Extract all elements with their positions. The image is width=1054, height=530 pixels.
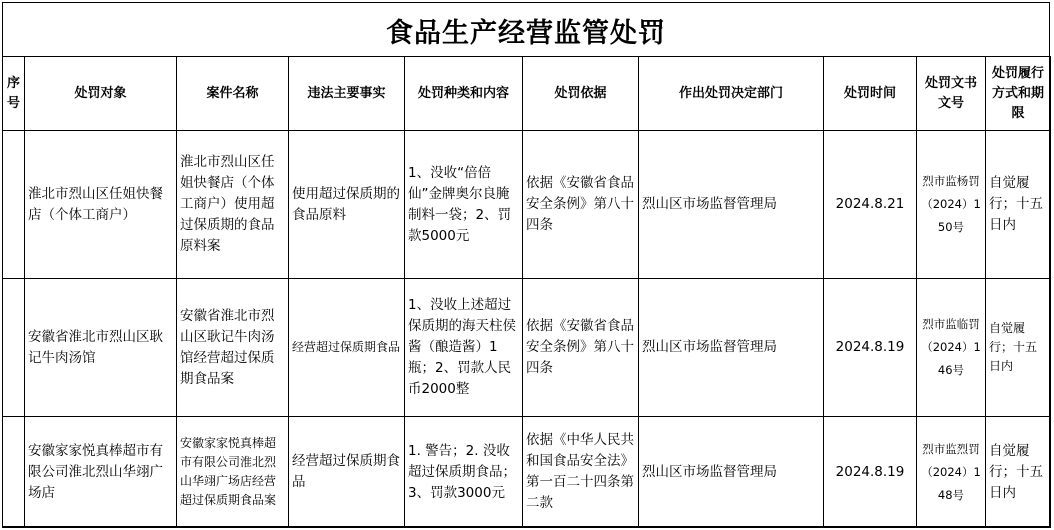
cell-facts: 使用超过保质期的食品原料 — [289, 131, 405, 279]
cell-penalty: 1. 警告；2. 没收超过保质期食品；3、罚款3000元 — [405, 417, 523, 528]
cell-method: 自觉履行；十五日内 — [986, 279, 1051, 417]
cell-case-name: 安徽家家悦真棒超市有限公司淮北烈山华翊广场店经营超过保质期食品案 — [177, 417, 289, 528]
cell-dept: 烈山区市场监督管理局 — [639, 131, 824, 279]
cell-basis: 依据《安徽省食品安全条例》第八十四条 — [523, 279, 639, 417]
table-row — [3, 279, 1051, 417]
header-doc-no: 处罚文书文号 — [917, 57, 986, 131]
cell-case-name: 安徽省淮北市烈山区耿记牛肉汤馆经营超过保质期食品案 — [177, 279, 289, 417]
cell-seq — [3, 417, 25, 528]
header-case-name: 案件名称 — [177, 57, 289, 131]
header-penalty: 处罚种类和内容 — [405, 57, 523, 131]
cell-basis: 依据《中华人民共和国食品安全法》第一百二十四条第二款 — [523, 417, 639, 528]
table-row — [3, 417, 1051, 528]
cell-dept: 烈山区市场监督管理局 — [639, 279, 824, 417]
cell-method: 自觉履行；十五日内 — [986, 417, 1051, 528]
header-facts: 违法主要事实 — [289, 57, 405, 131]
cell-facts: 经营超过保质期食品 — [289, 417, 405, 528]
cell-case-name: 淮北市烈山区任姐快餐店（个体工商户）使用超过保质期的食品原料案 — [177, 131, 289, 279]
cell-time: 2024.8.21 — [824, 131, 917, 279]
cell-doc-no: 烈市监临罚（2024）146号 — [917, 279, 986, 417]
header-seq: 序号 — [3, 57, 25, 131]
header-dept: 作出处罚决定部门 — [639, 57, 824, 131]
header-row — [3, 57, 1051, 131]
cell-basis: 依据《安徽省食品安全条例》第八十四条 — [523, 131, 639, 279]
page-title: 食品生产经营监管处罚 — [386, 17, 666, 49]
cell-target: 淮北市烈山区任姐快餐店（个体工商户） — [25, 131, 177, 279]
penalty-table — [2, 56, 1051, 528]
cell-target: 安徽家家悦真棒超市有限公司淮北烈山华翊广场店 — [25, 417, 177, 528]
cell-seq — [3, 279, 25, 417]
cell-time: 2024.8.19 — [824, 417, 917, 528]
cell-doc-no: 烈市监杨罚（2024）150号 — [917, 131, 986, 279]
cell-penalty: 1、没收上述超过保质期的海天柱侯酱（酿造酱）1瓶；2、罚款人民币2000整 — [405, 279, 523, 417]
cell-dept: 烈山区市场监督管理局 — [639, 417, 824, 528]
cell-target: 安徽省淮北市烈山区耿记牛肉汤馆 — [25, 279, 177, 417]
cell-seq — [3, 131, 25, 279]
table-row — [3, 131, 1051, 279]
header-time: 处罚时间 — [824, 57, 917, 131]
cell-time: 2024.8.19 — [824, 279, 917, 417]
header-target: 处罚对象 — [25, 57, 177, 131]
cell-doc-no: 烈市监烈罚（2024）148号 — [917, 417, 986, 528]
cell-facts: 经营超过保质期食品 — [289, 279, 405, 417]
header-method: 处罚履行方式和期限 — [986, 57, 1051, 131]
cell-method: 自觉履行；十五日内 — [986, 131, 1051, 279]
cell-penalty: 1、没收“倍倍仙”金牌奥尔良腌制料一袋；2、罚款5000元 — [405, 131, 523, 279]
header-basis: 处罚依据 — [523, 57, 639, 131]
